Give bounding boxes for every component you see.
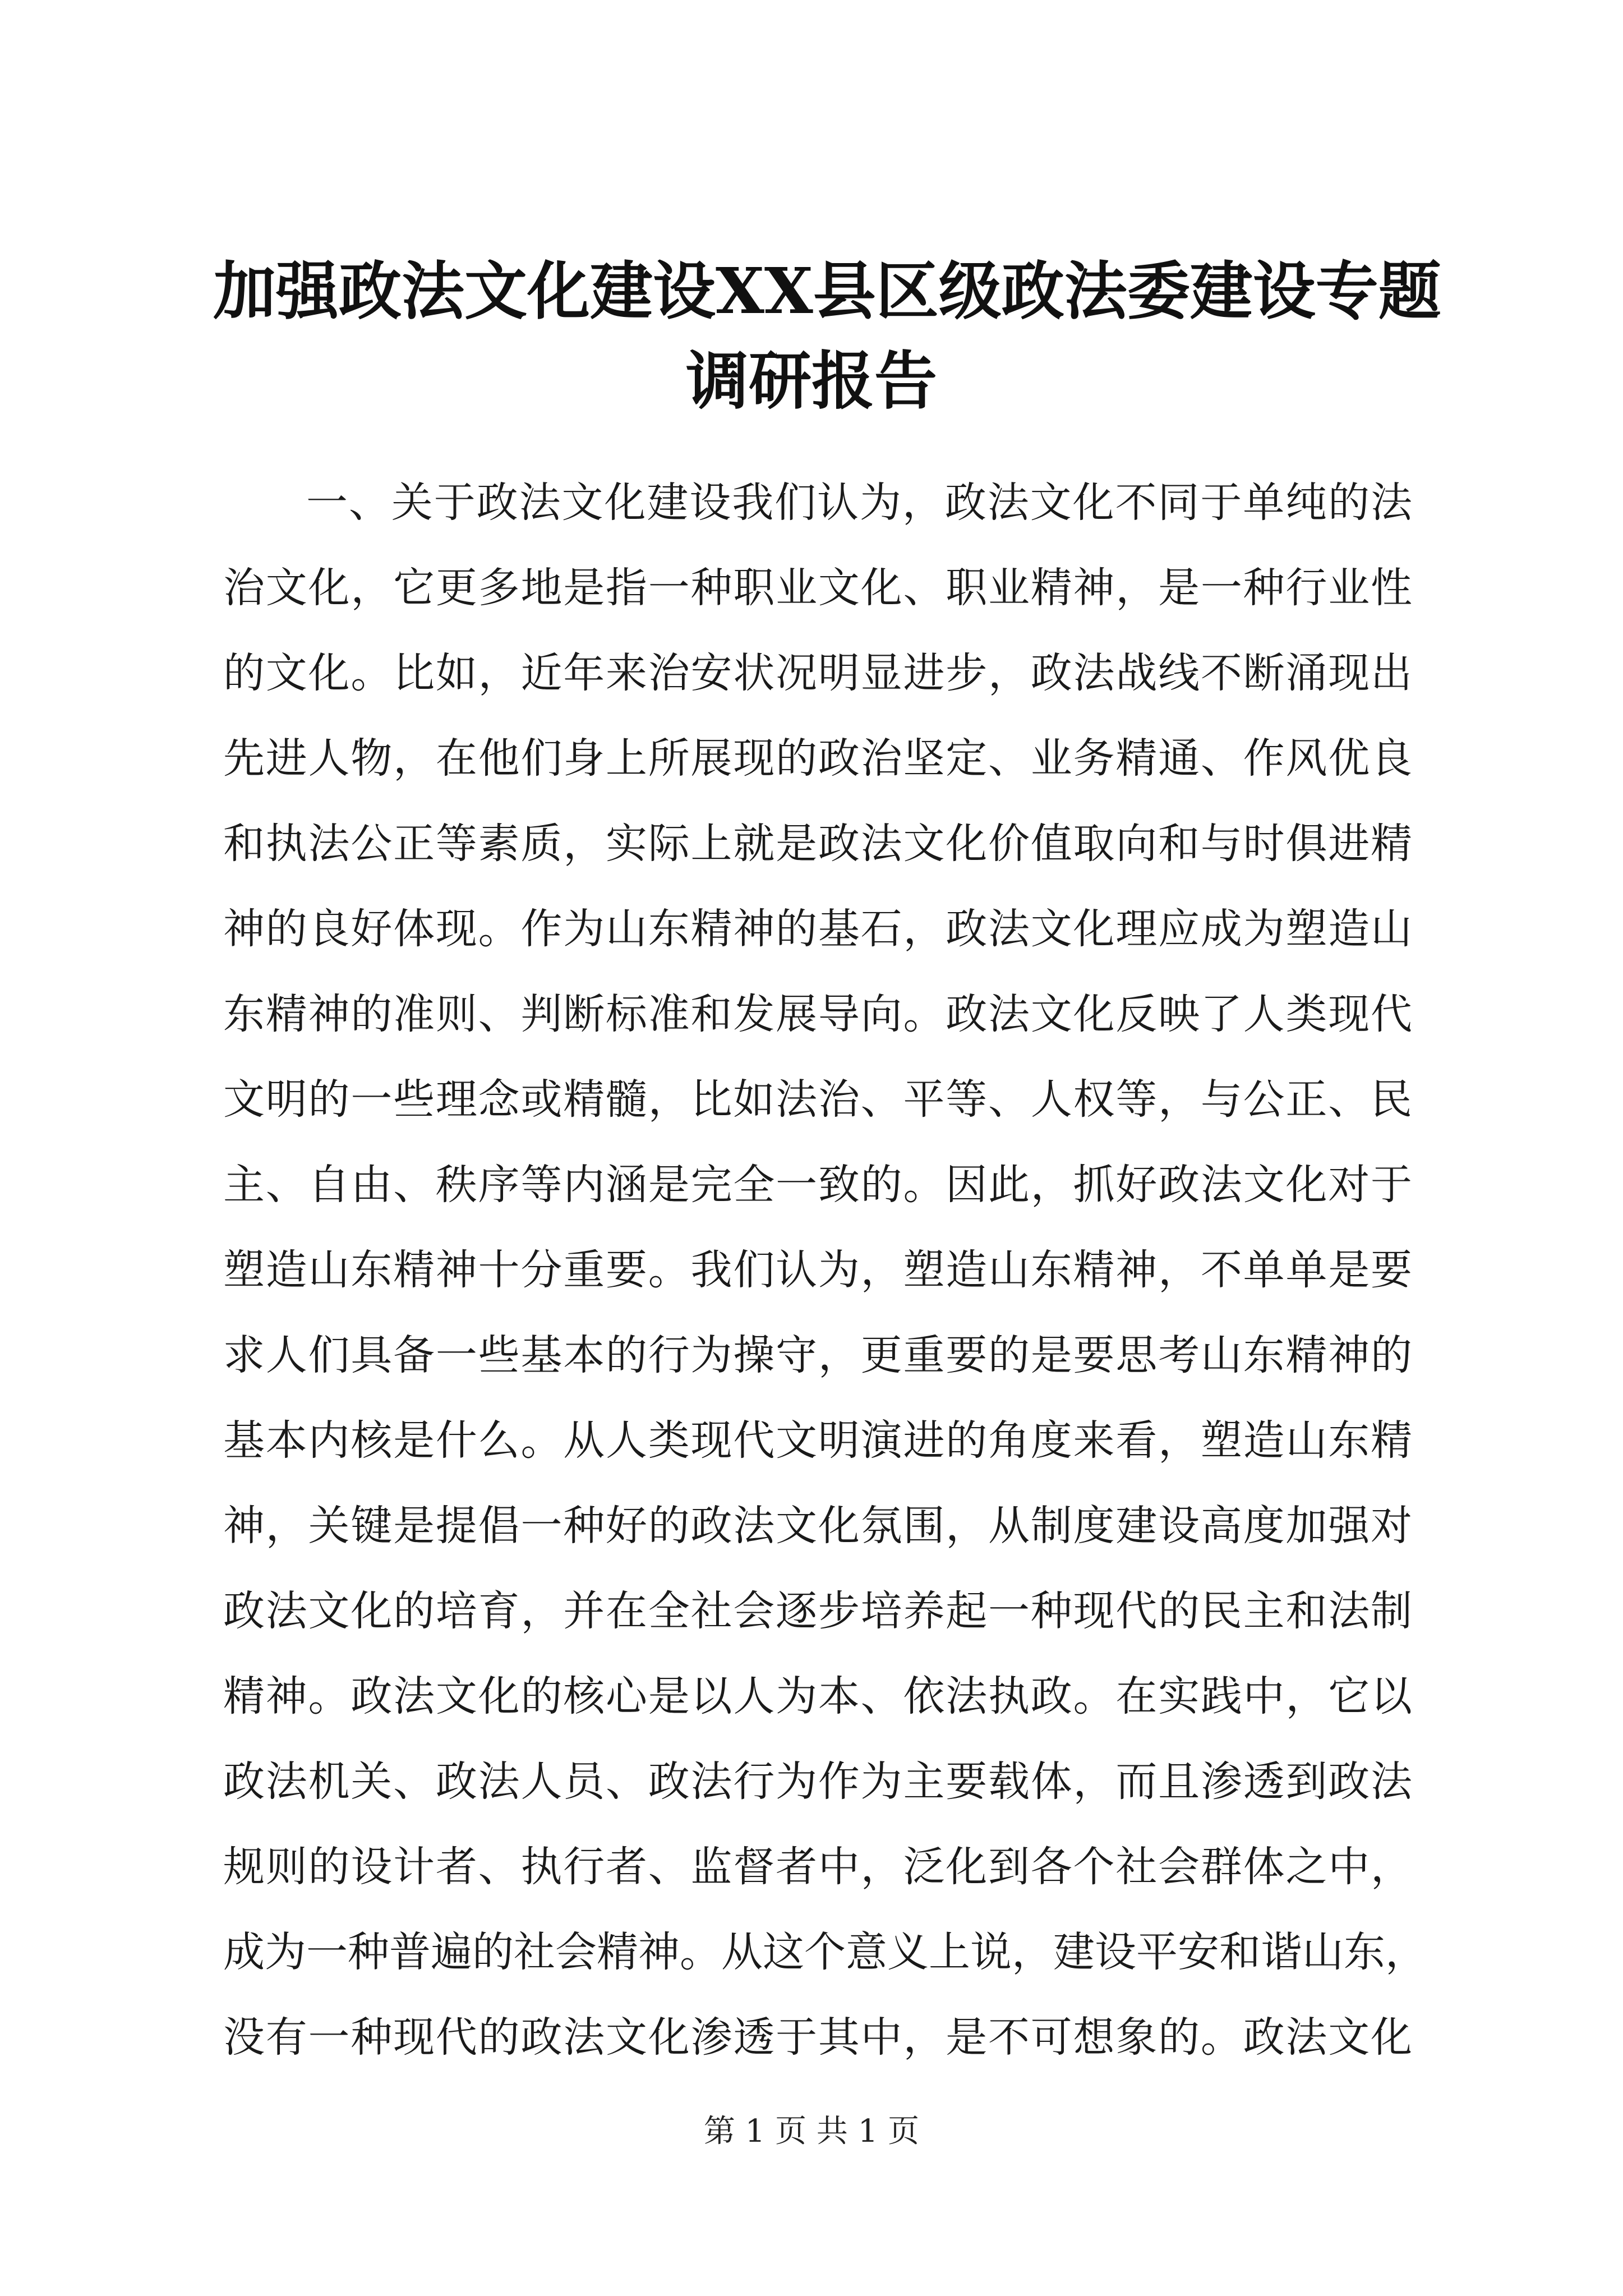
body-line: 神的良好体现。作为山东精神的基石，政法文化理应成为塑造山 bbox=[223, 905, 1412, 953]
body-line: 主、自由、秩序等内涵是完全一致的。因此，抓好政法文化对于 bbox=[223, 1161, 1412, 1209]
body-line: 成为一种普遍的社会精神。从这个意义上说，建设平安和谐山东， bbox=[223, 1928, 1427, 1976]
body-line: 文明的一些理念或精髓，比如法治、平等、人权等，与公正、民 bbox=[223, 1075, 1412, 1124]
title-line-2: 调研报告 bbox=[686, 344, 937, 418]
body-line: 求人们具备一些基本的行为操守，更重要的是要思考山东精神的 bbox=[223, 1331, 1412, 1379]
body-line: 东精神的准则、判断标准和发展导向。政法文化反映了人类现代 bbox=[223, 990, 1412, 1038]
body-line: 塑造山东精神十分重要。我们认为，塑造山东精神，不单单是要 bbox=[223, 1246, 1412, 1294]
body-line: 先进人物，在他们身上所展现的政治坚定、业务精通、作风优良 bbox=[223, 734, 1412, 783]
body-line: 没有一种现代的政法文化渗透于其中，是不可想象的。政法文化 bbox=[223, 2013, 1412, 2062]
body-line: 神，关键是提倡一种好的政法文化氛围，从制度建设高度加强对 bbox=[223, 1502, 1412, 1550]
body-line: 政法文化的培育，并在全社会逐步培养起一种现代的民主和法制 bbox=[223, 1587, 1412, 1635]
body-line: 一、关于政法文化建设我们认为，政法文化不同于单纯的法 bbox=[306, 478, 1412, 527]
body-line: 和执法公正等素质，实际上就是政法文化价值取向和与时俱进精 bbox=[223, 820, 1412, 868]
body-line: 精神。政法文化的核心是以人为本、依法执政。在实践中，它以 bbox=[223, 1672, 1412, 1720]
document-title bbox=[213, 247, 1441, 426]
body-line: 的文化。比如，近年来治安状况明显进步，政法战线不断涌现出 bbox=[223, 649, 1412, 697]
body-line: 政法机关、政法人员、政法行为作为主要载体，而且渗透到政法 bbox=[223, 1757, 1412, 1806]
body-paragraph bbox=[223, 460, 1427, 2080]
body-line: 规则的设计者、执行者、监督者中，泛化到各个社会群体之中， bbox=[223, 1843, 1412, 1891]
body-line: 基本内核是什么。从人类现代文明演进的角度来看，塑造山东精 bbox=[223, 1416, 1412, 1465]
title-line-1: 加强政法文化建设XX县区级政法委建设专题 bbox=[213, 255, 1441, 328]
page-footer: 第 1 页 共 1 页 bbox=[703, 2113, 920, 2150]
body-line: 治文化，它更多地是指一种职业文化、职业精神，是一种行业性 bbox=[223, 564, 1412, 612]
